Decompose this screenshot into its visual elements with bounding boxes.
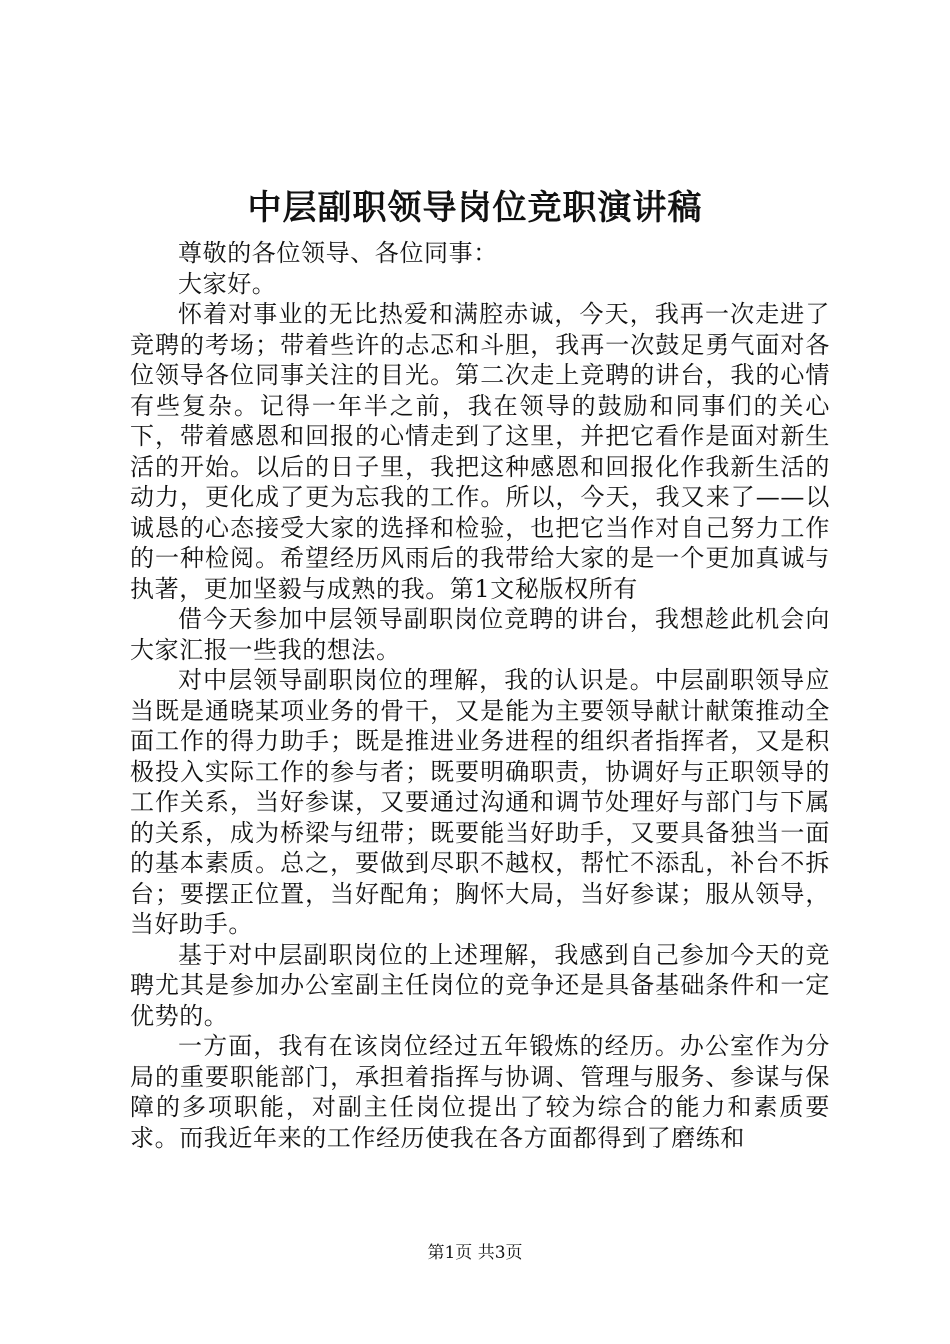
paragraph: 借今天参加中层领导副职岗位竞聘的讲台，我想趁此机会向大家汇报一些我的想法。 [130,605,830,664]
paragraph: 怀着对事业的无比热爱和满腔赤诚，今天，我再一次走进了竞聘的考场；带着些许的忐忑和斗胆，我再一次鼓足勇气面对各位领导各位同事关注的目光。第二次走上竞聘的讲台，我的心情有些复杂。记得一年半之前，我在领导的鼓励和同事们的关心下，带着感恩和回报的心情走到了这里，并把它看作是面对新生活的开始。以后的日子里，我把这种感恩和回报化作我新生活的动力，更化成了更为忘我的工作。所以，今天，我又来了——以诚恳的心态接受大家的选择和检验，也把它当作对自己努力工作的一种检阅。希望经历风雨后的我带给大家的是一个更加真诚与执著，更加坚毅与成熟的我。第1文秘版权所有 [130,300,830,603]
paragraph-greeting: 大家好。 [178,269,277,298]
paragraph: 一方面，我有在该岗位经过五年锻炼的经历。办公室作为分局的重要职能部门，承担着指挥与协调、管理与服务、参谋与保障的多项职能，对副主任岗位提出了较为综合的能力和素质要求。而我近年来的工作经历使我在各方面都得到了磨练和 [130,1032,830,1152]
page-number-footer: 第1页 共3页 [427,1243,523,1263]
document-body [130,238,830,1153]
paragraph: 基于对中层副职岗位的上述理解，我感到自己参加今天的竞聘尤其是参加办公室副主任岗位的竞争还是具备基础条件和一定优势的。 [130,940,830,1030]
paragraph: 对中层领导副职岗位的理解，我的认识是。中层副职领导应当既是通晓某项业务的骨干，又是能为主要领导献计献策推动全面工作的得力助手；既是推进业务进程的组织者指挥者，又是积极投入实际工作的参与者；既要明确职责，协调好与正职领导的工作关系，当好参谋，又要通过沟通和调节处理好与部门与下属的关系，成为桥梁与纽带；既要能当好助手，又要具备独当一面的基本素质。总之，要做到尽职不越权，帮忙不添乱，补台不拆台；要摆正位置，当好配角；胸怀大局，当好参谋；服从领导，当好助手。 [130,666,830,938]
document-title: 中层副职领导岗位竞职演讲稿 [247,188,703,228]
paragraph-salutation: 尊敬的各位领导、各位同事： [178,239,498,267]
